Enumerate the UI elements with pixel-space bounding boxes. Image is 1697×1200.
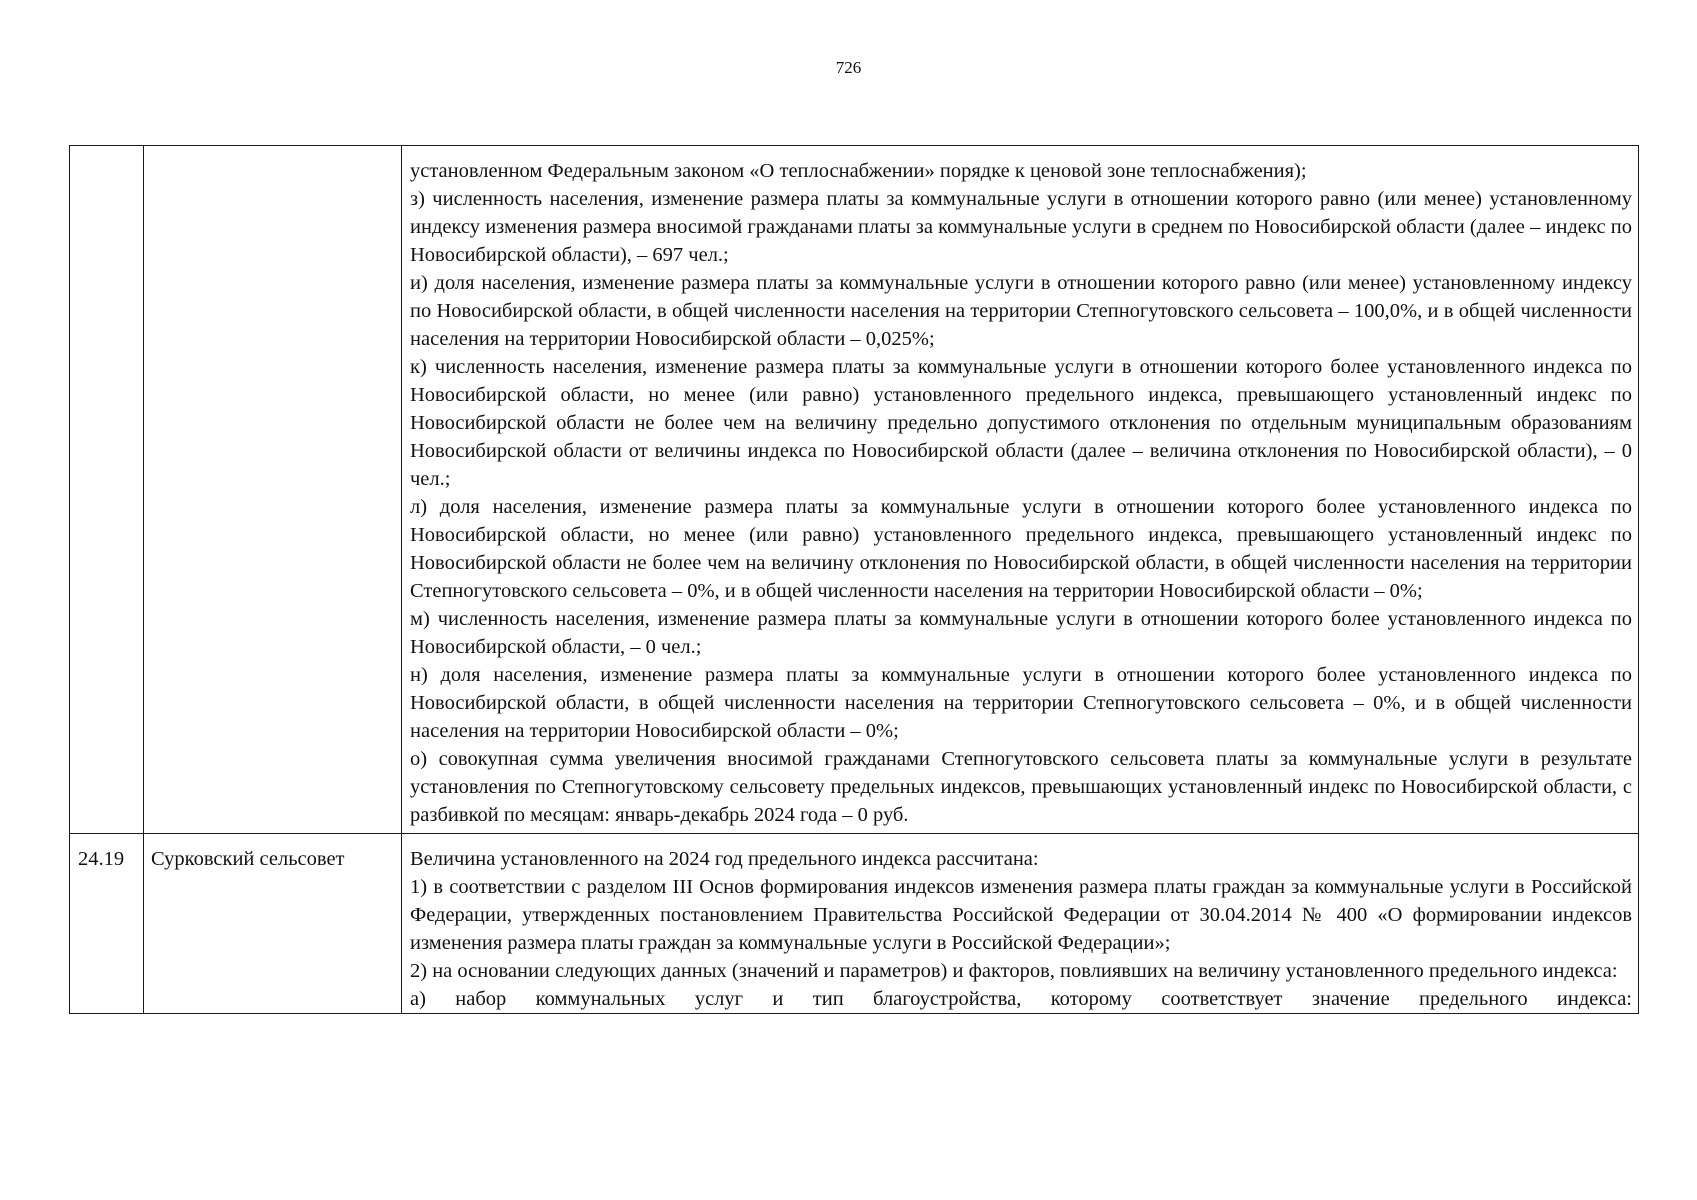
page-number: 726 — [835, 58, 862, 77]
paragraph: о) совокупная сумма увеличения вносимой гражданами Степногутовского сельсовета платы за коммунальные услуги в результате установления по Степногутовскому сельсовету предельных индексов, превышающих установленный индекс по Новосибирской области, с разбивкой по месяцам: январь-декабрь 2024 года – 0 руб. — [410, 748, 1632, 826]
paragraph: 2) на основании следующих данных (значений и параметров) и факторов, повлиявших на величину установленного предельного индекса: — [410, 960, 1618, 982]
municipality-name-cell: Сурковский сельсовет — [144, 834, 402, 1014]
index-table — [69, 145, 1639, 1014]
paragraph: з) численность населения, изменение размера платы за коммунальные услуги в отношении которого равно (или менее) установленному индексу изменения размера вносимой гражданами платы за коммунальные услуги в среднем по Новосибирской области (далее – индекс по Новосибирской области), – 697 чел.; — [410, 188, 1632, 266]
table-row — [70, 834, 1639, 1014]
paragraph: м) численность населения, изменение размера платы за коммунальные услуги в отношении которого более установленного индекса по Новосибирской области, – 0 чел.; — [410, 608, 1632, 658]
paragraph: л) доля населения, изменение размера платы за коммунальные услуги в отношении которого более установленного индекса по Новосибирской области, но менее (или равно) установленного предельного индекса, превышающего установленный индекс по Новосибирской области не более чем на величину отклонения по Новосибирской области, в общей численности населения на территории Степногутовского сельсовета – 0%, и в общей численности населения на территории Новосибирской области – 0%; — [410, 496, 1632, 602]
row-number-cell — [70, 146, 144, 834]
description-cell — [402, 834, 1639, 1014]
paragraph: н) доля населения, изменение размера платы за коммунальные услуги в отношении которого более установленного индекса по Новосибирской области, в общей численности населения на территории Степногутовского сельсовета – 0%, и в общей численности населения на территории Новосибирской области – 0%; — [410, 664, 1632, 742]
municipality-name-cell — [144, 146, 402, 834]
paragraph: к) численность населения, изменение размера платы за коммунальные услуги в отношении которого более установленного индекса по Новосибирской области, но менее (или равно) установленного предельного индекса, превышающего установленный индекс по Новосибирской области не более чем на величину предельно допустимого отклонения по отдельным муниципальным образованиям Новосибирской области от величины индекса по Новосибирской области (далее – величина отклонения по Новосибирской области), – 0 чел.; — [410, 356, 1632, 490]
paragraph: 1) в соответствии с разделом III Основ формирования индексов изменения размера платы граждан за коммунальные услуги в Российской Федерации, утвержденных постановлением Правительства Российской Федерации от 30.04.2014 № 400 «О формировании индексов изменения размера платы граждан за коммунальные услуги в Российской Федерации»; — [410, 876, 1632, 954]
table-row — [70, 146, 1639, 834]
row-number-cell: 24.19 — [70, 834, 144, 1014]
paragraph: Величина установленного на 2024 год предельного индекса рассчитана: — [410, 848, 1039, 870]
paragraph: установленном Федеральным законом «О теплоснабжении» порядке к ценовой зоне теплоснабжения); — [410, 160, 1307, 182]
paragraph: а) набор коммунальных услуг и тип благоустройства, которому соответствует значение предельного индекса: — [410, 988, 1632, 1010]
description-cell — [402, 146, 1639, 834]
paragraph: и) доля населения, изменение размера платы за коммунальные услуги в отношении которого равно (или менее) установленному индексу по Новосибирской области, в общей численности населения на территории Степногутовского сельсовета – 100,0%, и в общей численности населения на территории Новосибирской области – 0,025%; — [410, 272, 1632, 350]
